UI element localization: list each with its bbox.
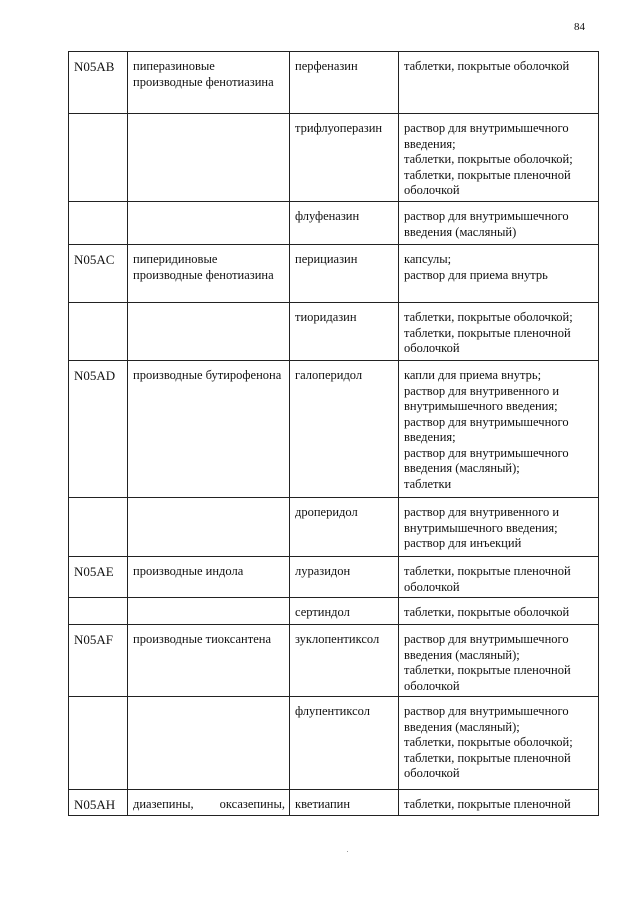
group-cell [128,245,290,303]
dosage-form-text: таблетки, покрытые пленочной оболочкой [404,564,571,594]
substance-text: перициазин [295,252,358,266]
group-cell [128,52,290,114]
substance-text: флуфеназин [295,209,360,223]
dosage-form-cell [399,202,599,245]
table-row [69,245,599,303]
page-number: 84 [574,21,585,33]
table-row [69,303,599,361]
atc-code-text: N05AE [74,564,114,579]
table-row [69,790,599,816]
group-text: пиперазиновые производные фенотиазина [133,59,274,89]
table-row [69,52,599,114]
atc-code-cell [69,303,128,361]
group-cell [128,598,290,625]
substance-cell [290,202,399,245]
dosage-form-text: раствор для внутривенного и внутримышечного введения; раствор для инъекций [404,505,560,550]
atc-code-cell [69,625,128,697]
substance-text: сертиндол [295,605,350,619]
group-text: производные тиоксантена [133,632,271,646]
dosage-form-text: таблетки, покрытые оболочкой [404,59,570,73]
table-body [69,52,599,816]
atc-code-cell [69,245,128,303]
table-row [69,625,599,697]
substance-text: галоперидол [295,368,363,382]
atc-code-cell [69,202,128,245]
substance-text: кветиапин [295,797,351,811]
atc-code-text: N05AB [74,59,115,74]
dosage-form-cell [399,52,599,114]
dosage-form-cell [399,114,599,202]
atc-code-text: N05AD [74,368,116,383]
substance-text: флупентиксол [295,704,370,718]
substance-cell [290,303,399,361]
substance-cell [290,697,399,790]
substance-text: тиоридазин [295,310,357,324]
table-row [69,114,599,202]
dosage-form-cell [399,625,599,697]
substance-cell [290,598,399,625]
table-row [69,598,599,625]
group-cell [128,202,290,245]
atc-code-text: N05AH [74,797,116,812]
substance-text: дроперидол [295,505,358,519]
scan-speck [347,851,348,852]
dosage-form-text: таблетки, покрытые оболочкой; таблетки, покрытые пленочной оболочкой [404,310,573,355]
substance-cell [290,52,399,114]
group-cell [128,697,290,790]
dosage-form-text: капсулы; раствор для приема внутрь [404,252,548,282]
dosage-form-cell [399,361,599,498]
substance-text: зуклопентиксол [295,632,380,646]
group-cell [128,361,290,498]
substance-cell [290,625,399,697]
group-cell [128,303,290,361]
substance-cell [290,790,399,816]
table-row [69,697,599,790]
table-row [69,361,599,498]
dosage-form-cell [399,557,599,598]
table-row [69,498,599,557]
group-text: диазепины, оксазепины, [133,797,285,811]
group-cell [128,790,290,816]
substance-cell [290,361,399,498]
substance-text: луразидон [295,564,351,578]
dosage-form-cell [399,498,599,557]
dosage-form-text: таблетки, покрытые пленочной [404,797,571,811]
dosage-form-text: раствор для внутримышечного введения (масляный); таблетки, покрытые оболочкой; таблетки, покрытые пленочной оболочкой [404,704,573,780]
atc-code-text: N05AF [74,632,114,647]
dosage-form-cell [399,245,599,303]
group-cell [128,557,290,598]
dosage-form-cell [399,697,599,790]
group-text: пиперидиновые производные фенотиазина [133,252,274,282]
substance-cell [290,498,399,557]
group-cell [128,625,290,697]
atc-code-cell [69,697,128,790]
atc-code-cell [69,557,128,598]
atc-code-cell [69,361,128,498]
atc-code-cell [69,598,128,625]
dosage-form-cell [399,303,599,361]
substance-cell [290,114,399,202]
substance-cell [290,245,399,303]
group-text: производные бутирофенона [133,368,282,382]
group-text: производные индола [133,564,244,578]
atc-code-cell [69,498,128,557]
dosage-form-text: раствор для внутримышечного введения; таблетки, покрытые оболочкой; таблетки, покрытые пленочной оболочкой [404,121,573,197]
dosage-form-text: таблетки, покрытые оболочкой [404,605,570,619]
dosage-form-cell [399,598,599,625]
substance-text: трифлуоперазин [295,121,383,135]
dosage-form-cell [399,790,599,816]
dosage-form-text: раствор для внутримышечного введения (масляный) [404,209,569,239]
dosage-form-text: капли для приема внутрь; раствор для внутривенного и внутримышечного введения; раствор для внутримышечного введения; раствор для внутримышечного введения (масляный); таблетки [404,368,569,491]
group-cell [128,114,290,202]
substance-text: перфеназин [295,59,358,73]
drug-table [68,51,599,816]
table-row [69,557,599,598]
dosage-form-text: раствор для внутримышечного введения (масляный); таблетки, покрытые пленочной оболочкой [404,632,571,693]
atc-code-cell [69,52,128,114]
substance-cell [290,557,399,598]
atc-code-cell [69,114,128,202]
atc-code-text: N05AC [74,252,115,267]
atc-code-cell [69,790,128,816]
group-cell [128,498,290,557]
table-row [69,202,599,245]
